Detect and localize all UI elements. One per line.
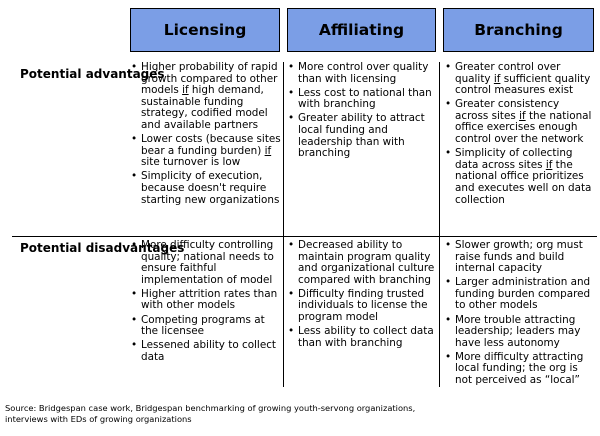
row-label-disadvantages: Potential disadvantages (20, 241, 185, 255)
emphasis-if: if (264, 144, 272, 157)
list-item: • Higher probability of rapid growth compared to other models if high demand, sustainable funding strategy, codified model and available partners (131, 62, 281, 132)
divider-col-2 (439, 62, 440, 387)
header-branching: Branching (443, 8, 594, 52)
list-item: • Slower growth; org must raise funds and build internal capacity (445, 240, 595, 275)
list-item: • More difficulty controlling quality; national needs to ensure faithful implementation of model (131, 240, 281, 286)
divider-row (12, 236, 597, 237)
list-item: • Simplicity of execution, because doesn't require starting new organizations (131, 171, 281, 206)
list-item: • Competing programs at the licensee (131, 315, 281, 338)
list-item: • Less cost to national than with branching (288, 88, 438, 111)
emphasis-if: if (182, 84, 189, 97)
header-licensing: Licensing (130, 8, 280, 52)
cell-licensing-disadvantages (131, 240, 281, 366)
list-item: • Greater consistency across sites if the national office exercises enough control over the network (445, 99, 595, 145)
source-note: Source: Bridgespan case work, Bridgespan benchmarking of growing youth-servong organizations, interviews with EDs of growing organizations (5, 403, 416, 424)
list-item: • Larger administration and funding burden compared to other models (445, 277, 595, 312)
row-label-advantages: Potential advantages (20, 67, 165, 81)
cell-branching-advantages (445, 62, 595, 209)
list-item: • Lessened ability to collect data (131, 340, 281, 363)
list-item: • More trouble attracting leadership; leaders may have less autonomy (445, 315, 595, 350)
emphasis-if: if (493, 72, 501, 85)
list-item: • Less ability to collect data than with branching (288, 326, 438, 349)
list-item: • Higher attrition rates than with other models (131, 289, 281, 312)
cell-affiliating-advantages (288, 62, 438, 162)
cell-licensing-advantages (131, 62, 281, 209)
list-item: • More difficulty attracting local funding; the org is not perceived as “local” (445, 352, 595, 387)
header-affiliating: Affiliating (287, 8, 436, 52)
emphasis-if: if (545, 158, 553, 171)
divider-col-1 (283, 62, 284, 387)
cell-branching-disadvantages (445, 240, 595, 389)
list-item: • Simplicity of collecting data across sites if the national office prioritizes and executes well on data collection (445, 148, 595, 206)
emphasis-if: if (519, 109, 526, 122)
cell-affiliating-disadvantages (288, 240, 438, 352)
list-item: • Greater control over quality if sufficient quality control measures exist (445, 62, 595, 97)
list-item: • Decreased ability to maintain program quality and organizational culture compared with branching (288, 240, 438, 286)
list-item: • More control over quality than with licensing (288, 62, 438, 85)
list-item: • Lower costs (because sites bear a funding burden) if site turnover is low (131, 134, 281, 169)
list-item: • Greater ability to attract local funding and leadership than with branching (288, 113, 438, 159)
list-item: • Difficulty finding trusted individuals to license the program model (288, 289, 438, 324)
